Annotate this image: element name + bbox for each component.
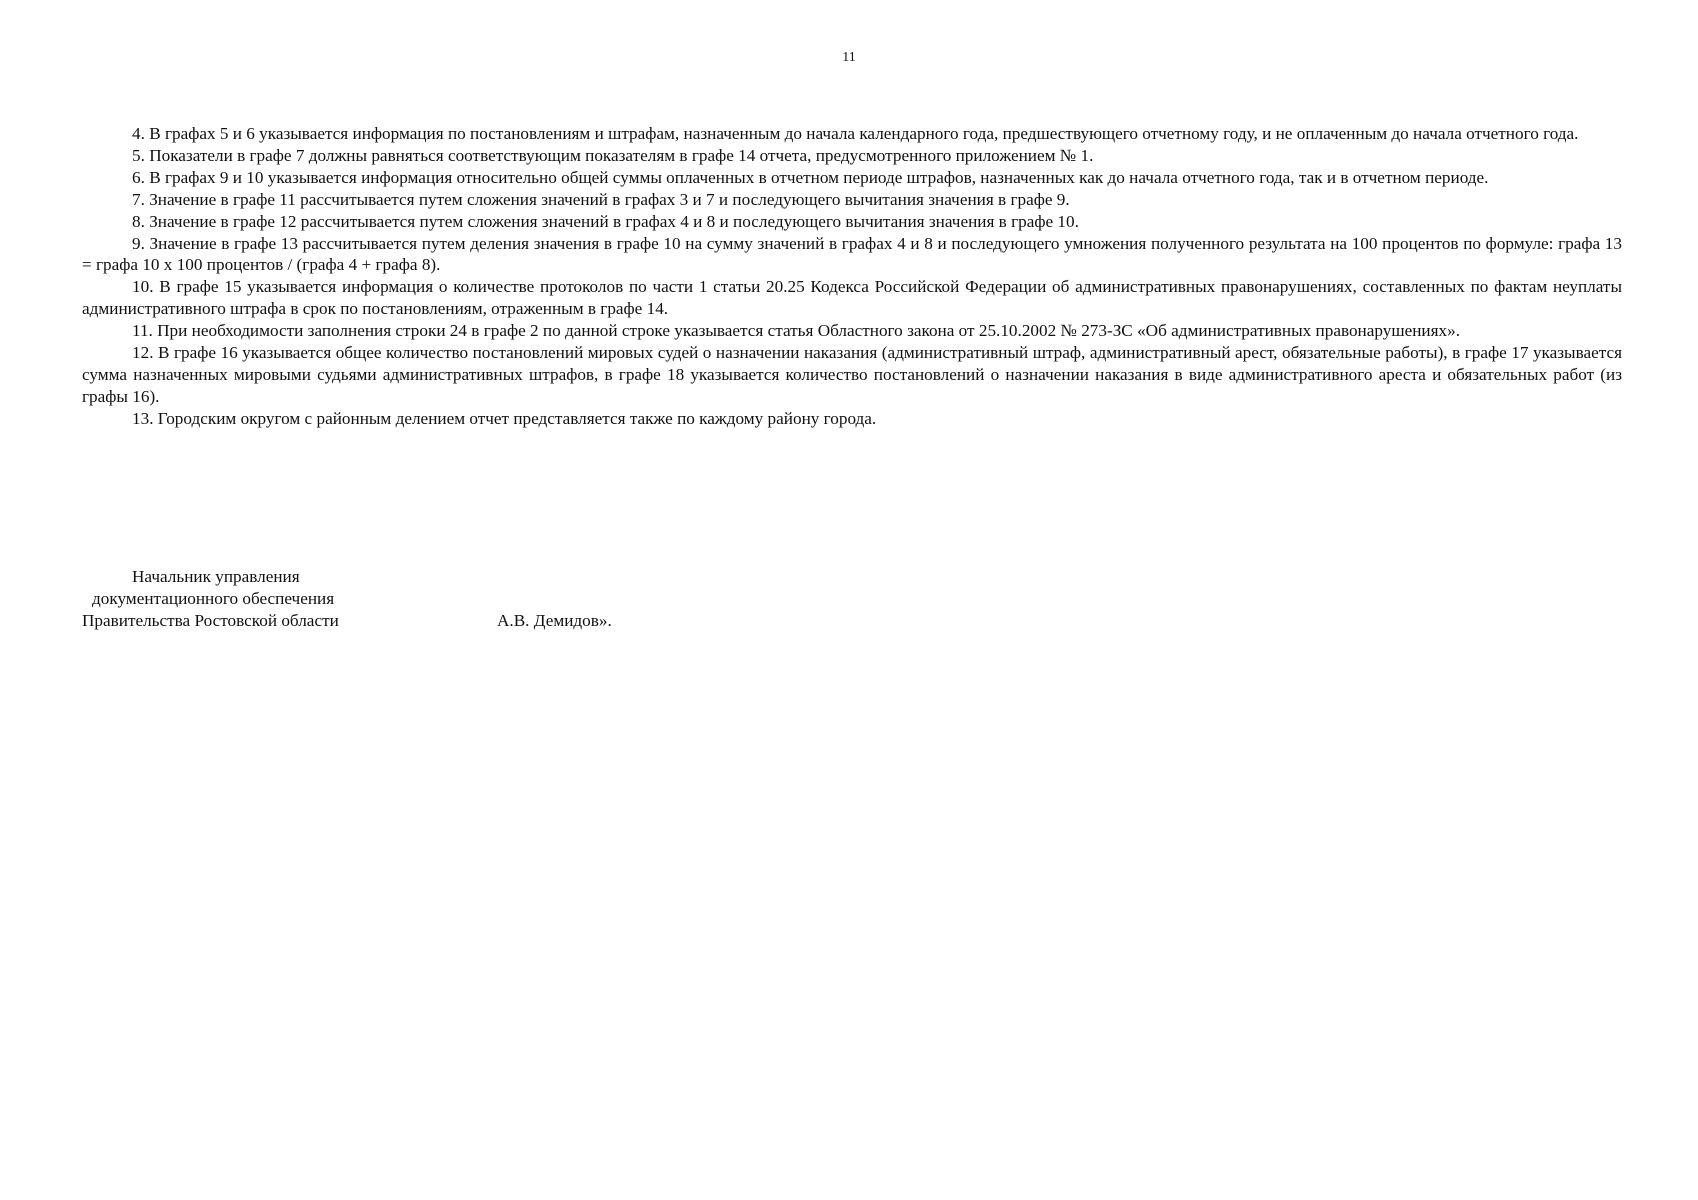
note-11: 11. При необходимости заполнения строки 24 в графе 2 по данной строке указывается статья Областного закона от 25.10.2002 № 273-ЗС «Об административных правонарушениях». <box>132 321 1460 341</box>
notes-list <box>82 123 1622 430</box>
note-10: 10. В графе 15 указывается информация о количестве протоколов по части 1 статьи 20.25 Кодекса Российской Федерации об административных правонарушениях, составленных по фактам неуплаты административного штрафа в срок по постановлениям, отраженным в графе 14. <box>82 277 1622 319</box>
note-4: 4. В графах 5 и 6 указывается информация по постановлениям и штрафам, назначенным до начала календарного года, предшествующего отчетному году, и не оплаченным до начала отчетного года. <box>132 124 1579 143</box>
note-6: 6. В графах 9 и 10 указывается информация относительно общей суммы оплаченных в отчетном периоде штрафов, назначенных как до начала отчетного года, так и в отчетном периоде. <box>132 167 1489 187</box>
note-12: 12. В графе 16 указывается общее количество постановлений мировых судей о назначении наказания (административный штраф, административный арест, обязательные работы), в графе 17 указывается сумма назначенных мировыми судьями административных штрафов, в графе 18 указывается количество постановлений о назначении наказания в виде административного ареста и обязательных работ (из графы 16). <box>82 343 1622 406</box>
note-13: 13. Городским округом с районным делением отчет представляется также по каждому району города. <box>132 408 877 428</box>
note-5: 5. Показатели в графе 7 должны равняться соответствующим показателям в графе 14 отчета, предусмотренного приложением № 1. <box>132 145 1094 165</box>
signature-position-line-3: Правительства Ростовской области <box>82 611 339 630</box>
note-8: 8. Значение в графе 12 рассчитывается путем сложения значений в графах 4 и 8 и последующего вычитания значения в графе 10. <box>132 211 1079 231</box>
page-number: 11 <box>842 50 856 65</box>
note-7: 7. Значение в графе 11 рассчитывается путем сложения значений в графах 3 и 7 и последующего вычитания значения в графе 9. <box>132 189 1070 209</box>
signature-block <box>82 566 782 638</box>
note-9: 9. Значение в графе 13 рассчитывается путем деления значения в графе 10 на сумму значений в графах 4 и 8 и последующего умножения полученного результата на 100 процентов по формуле: графа 13 = графа 10 х 100 процентов / (графа 4 + графа 8). <box>82 233 1622 275</box>
signature-position-line-2: документационного обеспечения <box>92 589 335 608</box>
signature-position-line-1: Начальник управления <box>132 567 300 586</box>
signature-name: А.В. Демидов». <box>497 611 612 630</box>
